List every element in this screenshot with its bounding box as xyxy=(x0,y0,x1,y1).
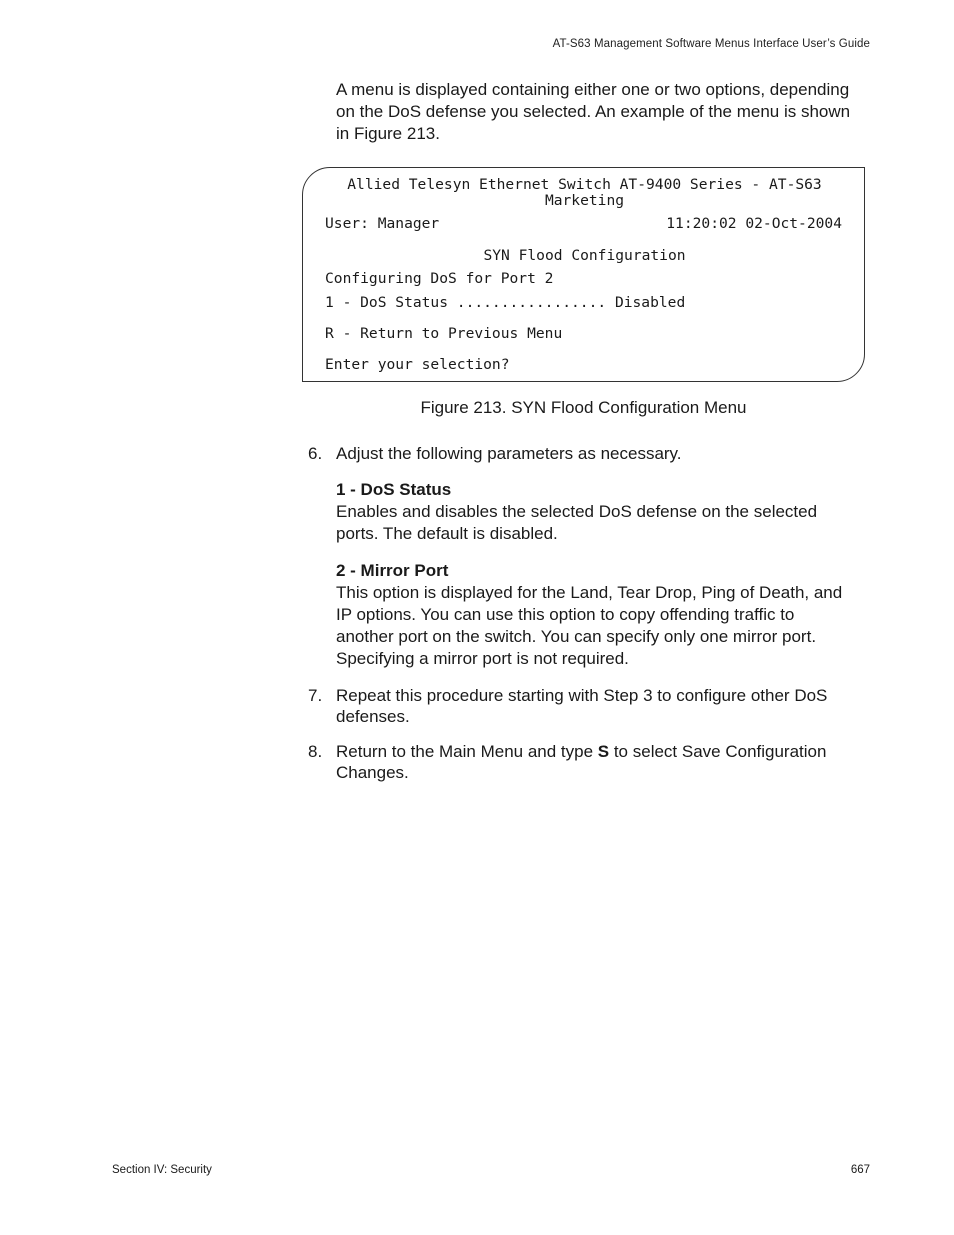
screen-title-line1: Allied Telesyn Ethernet Switch AT-9400 Series - AT-S63 xyxy=(347,176,822,193)
running-header: AT-S63 Management Software Menus Interface User’s Guide xyxy=(552,38,870,50)
param-description: Enables and disables the selected DoS defense on the selected ports. The default is disabled. xyxy=(336,502,818,543)
intro-paragraph: A menu is displayed containing either one or two options, depending on the DoS defense you selected. An example of the menu is shown in Figure 213. xyxy=(336,80,851,143)
step-text-part: Return to the Main Menu and type xyxy=(336,742,598,761)
key-letter: S xyxy=(597,742,610,761)
param-title: 2 - Mirror Port xyxy=(336,561,449,580)
step-text xyxy=(336,741,856,783)
page-number: 667 xyxy=(850,1164,870,1176)
step-text-part: to select Save Configuration Changes. xyxy=(336,742,827,782)
screen-timestamp: 11:20:02 02-Oct-2004 xyxy=(666,215,842,232)
screen-prompt: Enter your selection? xyxy=(325,356,510,373)
screen-option-return: R - Return to Previous Menu xyxy=(325,325,563,342)
screen-title-line2: Marketing xyxy=(544,192,625,209)
screen-user: User: Manager xyxy=(325,215,440,232)
param-description: This option is displayed for the Land, Tear Drop, Ping of Death, and IP options. You can use this option to copy offending traffic to another port on the switch. You can specify only one mirror port. Specifying a mirror port is not required. xyxy=(336,583,843,668)
step-number: 6. xyxy=(308,444,323,463)
figure-caption: Figure 213. SYN Flood Configuration Menu xyxy=(420,398,747,417)
screen-configuring: Configuring DoS for Port 2 xyxy=(325,270,554,287)
footer-section: Section IV: Security xyxy=(112,1164,212,1176)
terminal-screen xyxy=(302,167,865,382)
param-title: 1 - DoS Status xyxy=(336,480,452,499)
screen-heading: SYN Flood Configuration xyxy=(483,247,686,264)
step-text: Repeat this procedure starting with Step 3 to configure other DoS defenses. xyxy=(336,686,828,726)
step-text: Adjust the following parameters as necessary. xyxy=(336,444,682,463)
screen-option-dos-status: 1 - DoS Status ................. Disabled xyxy=(325,294,686,311)
step-number: 8. xyxy=(308,742,323,761)
step-number: 7. xyxy=(308,686,323,705)
